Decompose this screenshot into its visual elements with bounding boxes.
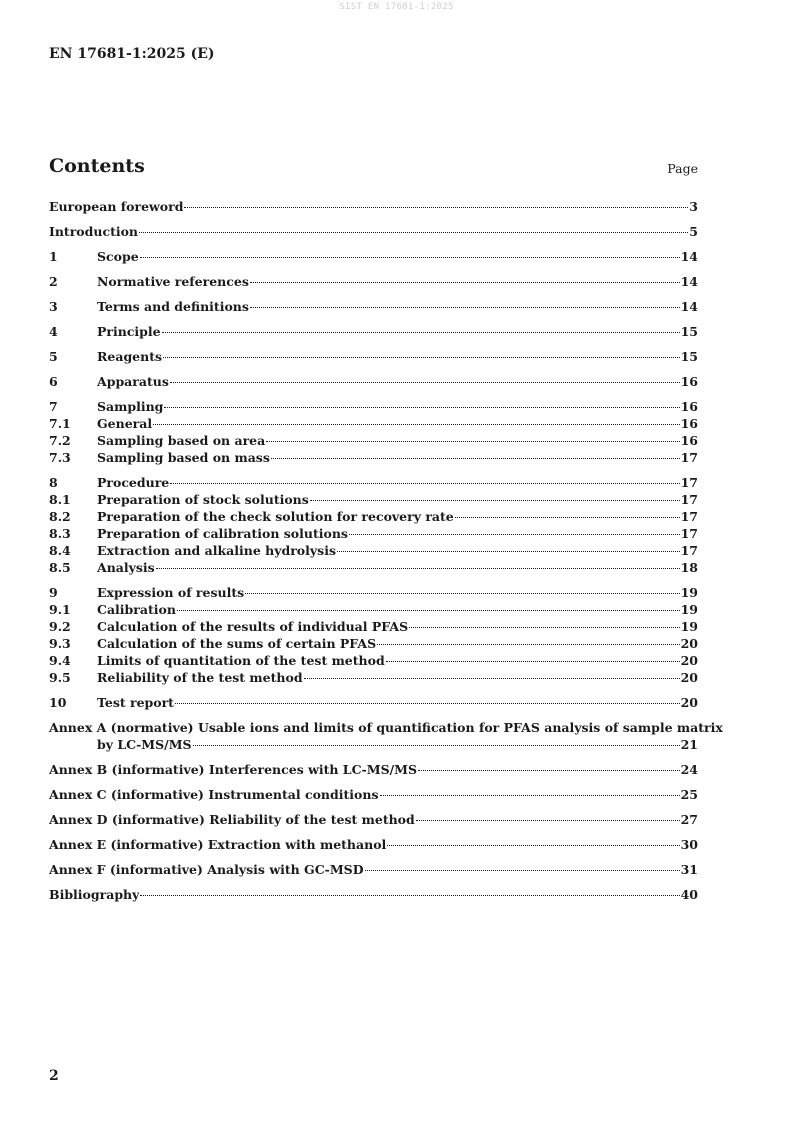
toc-entry[interactable] bbox=[49, 432, 698, 449]
toc-entry-page: 14 bbox=[680, 249, 698, 264]
toc-entry-number: 6 bbox=[49, 374, 58, 389]
toc-entry[interactable] bbox=[49, 373, 698, 390]
dot-leader bbox=[380, 795, 680, 796]
dot-leader bbox=[409, 627, 679, 628]
toc-entry[interactable] bbox=[49, 348, 698, 365]
toc-entry-title: Annex B (informative) Interferences with LC-MS/MS bbox=[49, 762, 418, 777]
toc-entry-title: Calculation of the results of individual PFAS bbox=[97, 619, 409, 634]
page-number: 2 bbox=[49, 1068, 59, 1084]
toc-entry-page: 5 bbox=[689, 224, 698, 239]
dot-leader bbox=[377, 644, 679, 645]
dot-leader bbox=[271, 458, 680, 459]
toc-entry[interactable] bbox=[49, 542, 698, 559]
dot-leader bbox=[387, 845, 679, 846]
toc-entry-number: 9.1 bbox=[49, 602, 71, 617]
toc-entry-title: Reagents bbox=[97, 349, 163, 364]
toc-annex-entries bbox=[49, 761, 698, 903]
dot-leader bbox=[139, 232, 688, 233]
toc-entry-page: 15 bbox=[680, 324, 698, 339]
toc-entry-number: 8.4 bbox=[49, 543, 71, 558]
toc-entry-title: Procedure bbox=[97, 475, 170, 490]
toc-entry[interactable] bbox=[49, 474, 698, 491]
toc-entry[interactable] bbox=[49, 694, 698, 711]
toc-entry[interactable] bbox=[49, 298, 698, 315]
toc-entry-title: Test report bbox=[97, 695, 174, 710]
toc-entry-page: 27 bbox=[680, 812, 698, 827]
page-column-heading: Page bbox=[667, 161, 698, 176]
dot-leader bbox=[250, 282, 680, 283]
toc-entry[interactable] bbox=[49, 398, 698, 415]
toc-entry-number: 9 bbox=[49, 585, 58, 600]
toc-entry-page: 16 bbox=[680, 374, 698, 389]
toc-entry-title: Bibliography bbox=[49, 887, 140, 902]
toc-entry[interactable] bbox=[49, 223, 698, 240]
toc-entry[interactable] bbox=[49, 836, 698, 853]
toc-entry-title: European foreword bbox=[49, 199, 184, 214]
toc-entry-page: 21 bbox=[680, 737, 698, 752]
toc-entry-page: 15 bbox=[680, 349, 698, 364]
dot-leader bbox=[365, 870, 680, 871]
toc-entry-number: 8 bbox=[49, 475, 58, 490]
toc-entry-page: 40 bbox=[680, 887, 698, 902]
table-of-contents bbox=[49, 198, 723, 903]
toc-entry-page: 3 bbox=[689, 199, 698, 214]
toc-entry-number: 7.3 bbox=[49, 450, 71, 465]
dot-leader bbox=[304, 678, 680, 679]
dot-leader bbox=[245, 593, 679, 594]
toc-entry-title: Annex D (informative) Reliability of the test method bbox=[49, 812, 415, 827]
toc-entry-title: Apparatus bbox=[97, 374, 169, 389]
toc-entry-title-continued: by LC-MS/MS bbox=[97, 737, 192, 752]
toc-entry[interactable] bbox=[49, 198, 698, 215]
toc-entry-number: 2 bbox=[49, 274, 58, 289]
toc-entry-number: 4 bbox=[49, 324, 58, 339]
toc-entry-title: Calibration bbox=[97, 602, 176, 617]
toc-entry-number: 7.1 bbox=[49, 416, 71, 431]
toc-entry-number: 3 bbox=[49, 299, 58, 314]
toc-entry-title: Preparation of the check solution for recovery rate bbox=[97, 509, 454, 524]
toc-entry[interactable] bbox=[49, 415, 698, 432]
toc-entry-number: 8.1 bbox=[49, 492, 71, 507]
dot-leader bbox=[175, 703, 680, 704]
toc-entry-page: 18 bbox=[680, 560, 698, 575]
toc-entry-title: Annex A (normative) Usable ions and limits of quantification for PFAS analysis of sample matrix bbox=[49, 720, 723, 735]
toc-entry[interactable] bbox=[49, 811, 698, 828]
toc-entry-title: Reliability of the test method bbox=[97, 670, 303, 685]
toc-entry-title: Annex C (informative) Instrumental conditions bbox=[49, 787, 379, 802]
toc-entry[interactable] bbox=[49, 248, 698, 265]
dot-leader bbox=[455, 517, 680, 518]
toc-entry-title: Scope bbox=[97, 249, 139, 264]
dot-leader bbox=[418, 770, 680, 771]
toc-entry-number: 8.5 bbox=[49, 560, 71, 575]
dot-leader bbox=[170, 382, 680, 383]
toc-entry-title: Analysis bbox=[97, 560, 155, 575]
toc-entry[interactable] bbox=[49, 652, 698, 669]
toc-entry-number: 7.2 bbox=[49, 433, 71, 448]
toc-entry[interactable] bbox=[49, 886, 698, 903]
toc-entry[interactable] bbox=[49, 584, 698, 601]
toc-entry-page: 14 bbox=[680, 274, 698, 289]
toc-entry-page: 16 bbox=[680, 399, 698, 414]
dot-leader bbox=[163, 357, 680, 358]
toc-entry-page: 17 bbox=[680, 509, 698, 524]
dot-leader bbox=[349, 534, 680, 535]
toc-entry-title: Introduction bbox=[49, 224, 139, 239]
toc-entry-page: 20 bbox=[680, 670, 698, 685]
toc-entry-title: Annex F (informative) Analysis with GC-MSD bbox=[49, 862, 364, 877]
toc-entry-number: 7 bbox=[49, 399, 58, 414]
dot-leader bbox=[386, 661, 680, 662]
toc-entry[interactable] bbox=[49, 861, 698, 878]
toc-main-entries bbox=[49, 198, 698, 711]
toc-entry[interactable] bbox=[49, 323, 698, 340]
dot-leader bbox=[250, 307, 680, 308]
dot-leader bbox=[156, 568, 680, 569]
toc-entry-number: 9.2 bbox=[49, 619, 71, 634]
contents-heading: Contents bbox=[49, 155, 145, 177]
toc-entry-page: 16 bbox=[680, 433, 698, 448]
toc-entry-number: 10 bbox=[49, 695, 67, 710]
toc-entry-page: 19 bbox=[680, 602, 698, 617]
toc-entry-page: 17 bbox=[680, 475, 698, 490]
toc-entry[interactable] bbox=[49, 559, 698, 576]
toc-entry-page: 31 bbox=[680, 862, 698, 877]
dot-leader bbox=[337, 551, 680, 552]
toc-entry[interactable] bbox=[49, 618, 698, 635]
toc-entry-number: 9.4 bbox=[49, 653, 71, 668]
dot-leader bbox=[266, 441, 679, 442]
dot-leader bbox=[140, 257, 680, 258]
toc-entry-number: 8.2 bbox=[49, 509, 71, 524]
dot-leader bbox=[177, 610, 680, 611]
toc-entry-page: 19 bbox=[680, 585, 698, 600]
toc-entry[interactable] bbox=[49, 635, 698, 652]
toc-entry[interactable] bbox=[49, 525, 698, 542]
toc-entry-page: 17 bbox=[680, 450, 698, 465]
dot-leader bbox=[162, 332, 680, 333]
toc-entry-page: 20 bbox=[680, 653, 698, 668]
dot-leader bbox=[153, 424, 679, 425]
toc-entry-number: 1 bbox=[49, 249, 58, 264]
toc-entry-title: Calculation of the sums of certain PFAS bbox=[97, 636, 377, 651]
toc-entry-number: 9.3 bbox=[49, 636, 71, 651]
dot-leader bbox=[416, 820, 680, 821]
toc-entry-number: 8.3 bbox=[49, 526, 71, 541]
toc-entry-page: 25 bbox=[680, 787, 698, 802]
toc-entry[interactable] bbox=[49, 508, 698, 525]
dot-leader bbox=[184, 207, 688, 208]
document-id: EN 17681-1:2025 (E) bbox=[49, 46, 215, 62]
toc-entry-page: 17 bbox=[680, 492, 698, 507]
toc-entry-title: Preparation of calibration solutions bbox=[97, 526, 348, 541]
toc-entry-title: Sampling bbox=[97, 399, 164, 414]
toc-entry-number: 5 bbox=[49, 349, 58, 364]
toc-entry[interactable] bbox=[49, 669, 698, 686]
toc-entry[interactable] bbox=[49, 786, 698, 803]
toc-entry-page: 30 bbox=[680, 837, 698, 852]
toc-entry-title: Terms and definitions bbox=[97, 299, 249, 314]
toc-entry-title: Sampling based on mass bbox=[97, 450, 270, 465]
dot-leader bbox=[193, 745, 680, 746]
toc-entry-title: Annex E (informative) Extraction with methanol bbox=[49, 837, 387, 852]
toc-entry-title: Normative references bbox=[97, 274, 249, 289]
dot-leader bbox=[170, 483, 679, 484]
toc-entry-title: Preparation of stock solutions bbox=[97, 492, 309, 507]
toc-entry-page: 19 bbox=[680, 619, 698, 634]
watermark: SIST EN 17681-1:2025 bbox=[339, 2, 454, 12]
toc-entry-title: Expression of results bbox=[97, 585, 245, 600]
toc-entry[interactable] bbox=[49, 491, 698, 508]
toc-entry-number: 9.5 bbox=[49, 670, 71, 685]
dot-leader bbox=[310, 500, 680, 501]
toc-entry-title: Principle bbox=[97, 324, 161, 339]
toc-entry-page: 20 bbox=[680, 636, 698, 651]
toc-entry-page: 20 bbox=[680, 695, 698, 710]
toc-entry-page: 17 bbox=[680, 543, 698, 558]
toc-entry-page: 16 bbox=[680, 416, 698, 431]
toc-entry[interactable] bbox=[49, 601, 698, 618]
toc-entry-page: 14 bbox=[680, 299, 698, 314]
toc-entry-annex-a[interactable] bbox=[49, 719, 723, 753]
toc-entry-title: Sampling based on area bbox=[97, 433, 266, 448]
toc-entry-title: Limits of quantitation of the test method bbox=[97, 653, 385, 668]
toc-entry-page: 17 bbox=[680, 526, 698, 541]
dot-leader bbox=[140, 895, 679, 896]
toc-entry-title: Extraction and alkaline hydrolysis bbox=[97, 543, 336, 558]
toc-entry[interactable] bbox=[49, 273, 698, 290]
toc-entry[interactable] bbox=[49, 449, 698, 466]
toc-entry-title: General bbox=[97, 416, 153, 431]
toc-entry-page: 24 bbox=[680, 762, 698, 777]
dot-leader bbox=[164, 407, 679, 408]
toc-entry[interactable] bbox=[49, 761, 698, 778]
